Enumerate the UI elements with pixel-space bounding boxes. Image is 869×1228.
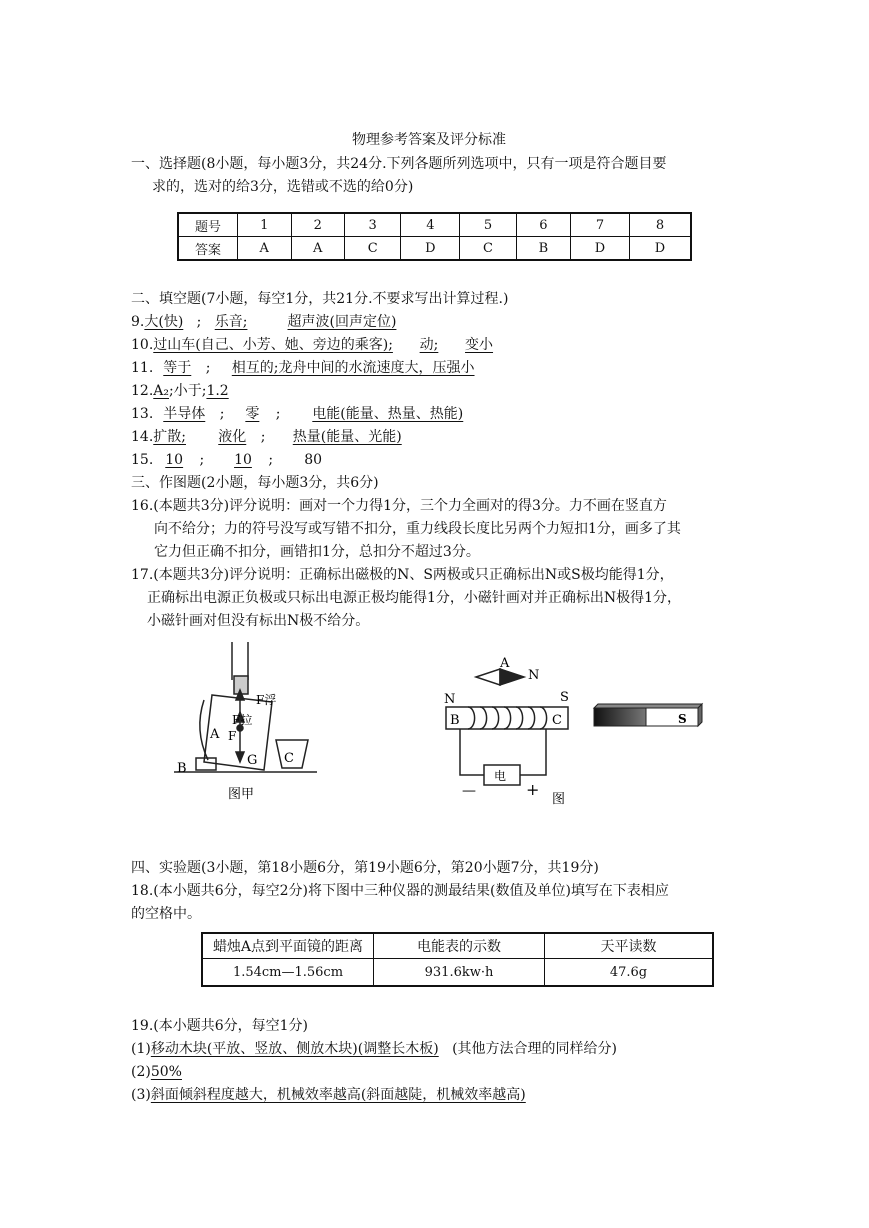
section3-heading: 三、作图题(2小题，每小题3分，共6分) (131, 475, 379, 491)
section2-heading: 二、填空题(7小题，每空1分，共21分.不要求写出计算过程.) (131, 291, 509, 307)
table-cell: 7 (571, 213, 630, 237)
force-label: F拉 (232, 713, 253, 727)
table-header: 蜡烛A点到平面镜的距离 (202, 933, 374, 959)
table-row (202, 959, 713, 987)
answer-line-13: 13. 半导体 ; 零 ; 电能(能量、热量、热能) (131, 406, 464, 422)
section4-heading: 四、实验题(3小题，第18小题6分，第19小题6分，第20小题7分，共19分) (131, 860, 599, 876)
answer-line-11: 11. 等于 ; 相互的;龙舟中间的水流速度大，压强小 (131, 360, 475, 376)
table-cell: 3 (345, 213, 401, 237)
table-header: 电能表的示数 (374, 933, 545, 959)
answer-line-10 (131, 336, 493, 354)
force-label: F (228, 729, 237, 743)
question-number: 15. (131, 452, 154, 468)
table-cell: 2 (291, 213, 345, 237)
needle-label: A (500, 656, 510, 671)
q19-heading: 19.(本小题共6分，每空1分) (131, 1018, 309, 1034)
answer-blank: 50% (150, 1064, 182, 1080)
page-title: 物理参考答案及评分标准 (352, 132, 506, 148)
table-row (178, 237, 691, 261)
table-cell: D (401, 237, 460, 261)
question-number: 12. (131, 383, 154, 399)
answer-line-15: 15. 10 ; 10 ; 80 (131, 452, 323, 468)
table-cell: 931.6kw·h (374, 959, 545, 987)
answer-blank: 扩散; (153, 429, 186, 445)
choice-answer-table (177, 212, 692, 261)
table-row (202, 933, 713, 959)
table-cell: 5 (460, 213, 516, 237)
sub-number: (1) (131, 1041, 151, 1057)
table-cell: 8 (629, 213, 691, 237)
answer-line-12: 12.A₂;小于;1.2 (131, 383, 229, 399)
q17-text-cont: 正确标出电源正负极或只标出电源正极均能得1分，小磁针画对并正确标出N极得1分， (147, 590, 682, 606)
figure-bar-magnet (590, 702, 705, 730)
force-label: F浮 (256, 693, 277, 707)
object-label: C (284, 751, 294, 766)
answer-blank: 液化 (218, 429, 247, 445)
answer-blank: 半导体 (163, 406, 206, 422)
answer-blank: 龙舟中间的水流速度大，压强小 (278, 360, 475, 376)
force-label: G (247, 753, 258, 768)
q19-answer-3 (131, 1086, 526, 1104)
pole-label: S (560, 690, 569, 705)
table-cell: C (345, 237, 401, 261)
answer-blank: 大(快) (144, 314, 184, 330)
object-label: A (210, 727, 220, 742)
answer-blank: 零 (245, 406, 260, 422)
table-cell: 1.54cm—1.56cm (202, 959, 374, 987)
answer-line-14: 14.扩散; 液化 ; 热量(能量、光能) (131, 429, 402, 445)
figure-electromagnet (442, 655, 577, 807)
q16-text-cont: 向不给分；力的符号没写或写错不扣分，重力线段长度比另两个力短扣1分，画多了其 (154, 521, 681, 537)
table-cell: D (571, 237, 630, 261)
answer-blank: 移动木块(平放、竖放、侧放木块)(调整长木板) (150, 1041, 439, 1057)
q19-answer-1 (131, 1040, 617, 1058)
question-number: 10. (131, 337, 154, 353)
table-cell: D (629, 237, 691, 261)
figure-caption: 图甲 (228, 787, 255, 802)
table-cell: 1 (238, 213, 292, 237)
table-cell: 47.6g (545, 959, 714, 987)
table-header: 天平读数 (545, 933, 714, 959)
question-number: 14. (131, 429, 154, 445)
q16-text: 16.(本题共3分)评分说明：画对一个力得1分，三个力全画对的得3分。力不画在竖直方 (131, 498, 667, 514)
answer-blank: 乐音; (214, 314, 248, 330)
terminal-label: + (526, 780, 540, 799)
answer-blank: 10 (165, 452, 184, 468)
end-label: C (552, 713, 562, 728)
battery-label: 电 (494, 769, 507, 783)
table-cell: 答案 (178, 237, 238, 261)
answer-blank: 过山车(自己、小芳、她、旁边的乘客); (153, 337, 393, 353)
measurement-table (201, 932, 714, 987)
answer-note: (其他方法合理的同样给分) (452, 1041, 617, 1057)
answer-blank: 等于 (163, 360, 192, 376)
answer-blank: 热量(能量、光能) (292, 429, 402, 445)
answer-blank: 动; (419, 337, 439, 353)
answer-blank: 10 (234, 452, 252, 468)
sub-number: (3) (131, 1087, 151, 1103)
answer-blank: 斜面倾斜程度越大，机械效率越高(斜面越陡，机械效率越高) (150, 1087, 526, 1103)
section1-heading: 一、选择题(8小题，每小题3分，共24分.下列各题所列选项中，只有一项是符合题目要 (131, 156, 667, 172)
object-label: B (177, 761, 187, 776)
answer-text: 80 (304, 452, 323, 468)
q17-text: 17.(本题共3分)评分说明：正确标出磁极的N、S两极或只正确标出N或S极均能得1分， (131, 567, 674, 583)
q19-answer-2 (131, 1063, 182, 1081)
question-number: 13. (131, 406, 154, 422)
answer-line-9: 9.大(快) ; 乐音; 超声波(回声定位) (131, 314, 397, 330)
table-cell: 题号 (178, 213, 238, 237)
q18-text-cont: 的空格中。 (131, 906, 201, 922)
figure-caption: 图 (552, 792, 566, 807)
table-row (178, 213, 691, 237)
pole-label: S (678, 712, 687, 726)
question-number: 9. (131, 314, 145, 330)
q18-text: 18.(本小题共6分，每空2分)将下图中三种仪器的测最结果(数值及单位)填写在下表相应 (131, 883, 669, 899)
question-number: 11. (131, 360, 154, 376)
table-cell: A (291, 237, 345, 261)
answer-blank: 电能(能量、热量、热能) (312, 406, 464, 422)
table-cell: A (238, 237, 292, 261)
figure-buoyancy (172, 640, 322, 805)
q17-text-cont: 小磁针画对但没有标出N极不给分。 (147, 613, 370, 629)
answer-blank: 相互的; (231, 360, 279, 376)
table-cell: B (516, 237, 570, 261)
q16-text-cont: 它力但正确不扣分，画错扣1分，总扣分不超过3分。 (154, 544, 480, 560)
pole-label: N (444, 692, 456, 707)
section1-heading-cont: 求的，选对的给3分，选错或不选的给0分) (152, 179, 414, 195)
sub-number: (2) (131, 1064, 151, 1080)
answer-blank: 1.2 (206, 383, 229, 399)
answer-blank: 变小 (465, 337, 494, 353)
end-label: B (450, 713, 460, 728)
pole-label: N (528, 668, 540, 683)
answer-blank: A₂ (153, 383, 169, 399)
answer-text: 小于; (173, 383, 207, 399)
table-cell: 4 (401, 213, 460, 237)
answer-blank: 超声波(回声定位) (287, 314, 397, 330)
terminal-label: — (462, 783, 476, 799)
table-cell: C (460, 237, 516, 261)
table-cell: 6 (516, 213, 570, 237)
